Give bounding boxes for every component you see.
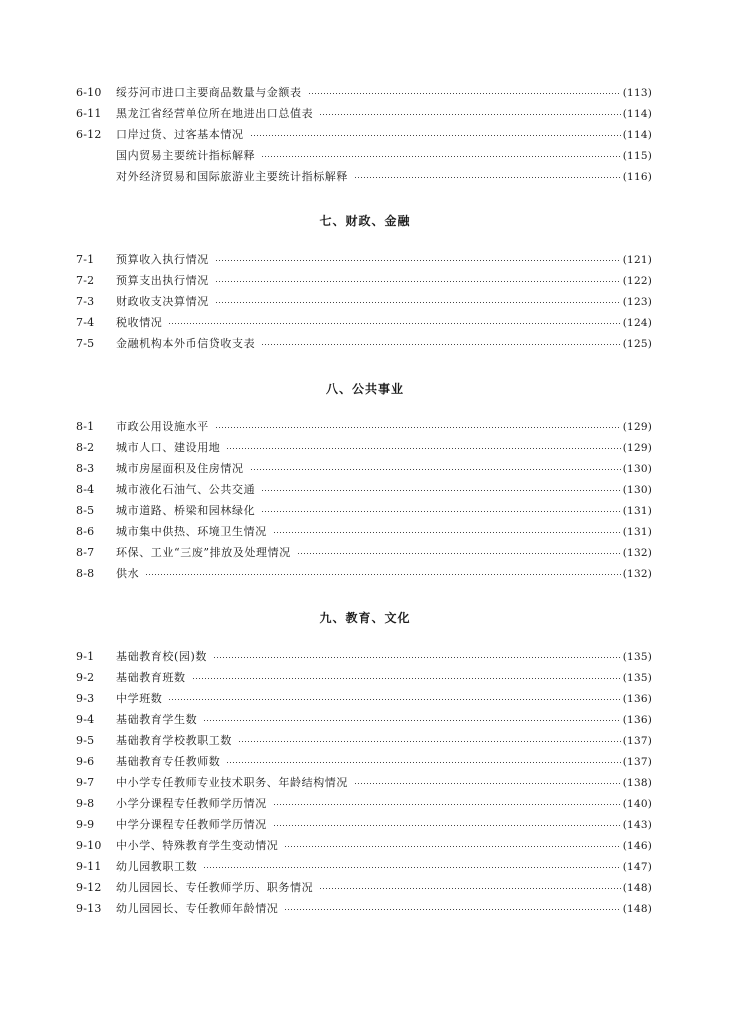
- toc-entry: [76, 438, 652, 458]
- toc-entry: [76, 899, 652, 919]
- entry-title: 中小学专任教师专业技术职务、年龄结构情况: [116, 776, 348, 789]
- entry-number: 8-7: [76, 546, 95, 559]
- entry-number: 8-5: [76, 504, 95, 517]
- dot-leader: [213, 657, 621, 658]
- entry-title: 金融机构本外币信贷收支表: [116, 337, 256, 350]
- entry-page: (137): [622, 756, 652, 768]
- entry-page: (129): [622, 442, 652, 454]
- dot-leader: [261, 156, 621, 157]
- toc-entry: [76, 815, 652, 835]
- dot-leader: [145, 574, 621, 575]
- toc-entry: [76, 794, 652, 814]
- toc-entry: [76, 836, 652, 856]
- entry-page: (114): [622, 129, 652, 141]
- toc-entry: [76, 501, 652, 521]
- dot-leader: [226, 762, 620, 763]
- entry-page: (113): [622, 87, 652, 99]
- entry-number: 9-3: [76, 692, 95, 705]
- entry-number: 7-3: [76, 295, 95, 308]
- entry-title: 幼儿园教职工数: [116, 860, 198, 873]
- toc-entry: [76, 689, 652, 709]
- entry-page: (121): [622, 254, 652, 266]
- toc-entry: [76, 647, 652, 667]
- entry-page: (140): [622, 798, 652, 810]
- toc-entry: [76, 459, 652, 479]
- dot-leader: [354, 177, 621, 178]
- entry-title: 基础教育校(园)数: [116, 650, 207, 663]
- entry-page: (137): [622, 735, 652, 747]
- entry-title: 税收情况: [116, 316, 163, 329]
- toc-entry: [76, 83, 652, 103]
- dot-leader: [168, 699, 620, 700]
- entry-page: (131): [622, 526, 652, 538]
- entry-title: 黑龙江省经营单位所在地进出口总值表: [116, 107, 314, 120]
- entry-title: 基础教育学生数: [116, 713, 198, 726]
- dot-leader: [203, 720, 621, 721]
- entry-title: 口岸过货、过客基本情况: [116, 128, 244, 141]
- dot-leader: [284, 846, 620, 847]
- entry-title: 预算收入执行情况: [116, 253, 209, 266]
- entry-number: 9-11: [76, 860, 102, 873]
- dot-leader: [354, 783, 621, 784]
- entry-number: 9-2: [76, 671, 95, 684]
- entry-page: (143): [622, 819, 652, 831]
- entry-page: (136): [622, 693, 652, 705]
- entry-number: 6-11: [76, 107, 102, 120]
- entry-title: 财政收支决算情况: [116, 295, 209, 308]
- dot-leader: [226, 448, 620, 449]
- entry-page: (130): [622, 463, 652, 475]
- entry-number: 9-9: [76, 818, 95, 831]
- entry-title: 幼儿园园长、专任教师年龄情况: [116, 902, 279, 915]
- entry-title: 城市集中供热、环境卫生情况: [116, 525, 267, 538]
- entry-number: 9-7: [76, 776, 95, 789]
- toc-entry: [76, 334, 652, 354]
- entry-title: 基础教育学校教职工数: [116, 734, 232, 747]
- entry-page: (135): [622, 651, 652, 663]
- dot-leader: [168, 323, 620, 324]
- entry-page: (148): [622, 903, 652, 915]
- entry-title: 环保、工业“三废”排放及处理情况: [116, 546, 291, 559]
- entry-title: 城市液化石油气、公共交通: [116, 483, 256, 496]
- entry-title: 绥芬河市进口主要商品数量与金额表: [116, 86, 302, 99]
- entry-number: 7-4: [76, 316, 95, 329]
- entry-number: 6-10: [76, 86, 102, 99]
- dot-leader: [203, 867, 621, 868]
- toc-entry: [76, 731, 652, 751]
- toc-entry: [76, 668, 652, 688]
- entry-title: 基础教育班数: [116, 671, 186, 684]
- dot-leader: [192, 678, 621, 679]
- dot-leader: [215, 260, 621, 261]
- dot-leader: [319, 114, 621, 115]
- toc-entry: [76, 480, 652, 500]
- dot-leader: [238, 741, 621, 742]
- entry-page: (123): [622, 296, 652, 308]
- entry-page: (114): [622, 108, 652, 120]
- entry-number: 8-2: [76, 441, 95, 454]
- entry-page: (147): [622, 861, 652, 873]
- dot-leader: [261, 490, 621, 491]
- entry-number: 6-12: [76, 128, 102, 141]
- entry-title: 城市人口、建设用地: [116, 441, 221, 454]
- toc-entry: [76, 292, 652, 312]
- entry-number: 9-10: [76, 839, 102, 852]
- toc-entry: [76, 773, 652, 793]
- toc-entry: [76, 104, 652, 124]
- dot-leader: [273, 532, 621, 533]
- section-heading: 八、公共事业: [325, 382, 404, 396]
- entry-number: 7-5: [76, 337, 95, 350]
- dot-leader: [215, 281, 621, 282]
- section-heading: 七、财政、金融: [319, 214, 411, 228]
- entry-number: 9-6: [76, 755, 95, 768]
- entry-title: 国内贸易主要统计指标解释: [116, 149, 256, 162]
- entry-title: 预算支出执行情况: [116, 274, 209, 287]
- entry-number: 9-5: [76, 734, 95, 747]
- entry-page: (124): [622, 317, 652, 329]
- entry-title: 小学分课程专任教师学历情况: [116, 797, 267, 810]
- entry-page: (136): [622, 714, 652, 726]
- entry-page: (130): [622, 484, 652, 496]
- dot-leader: [250, 469, 621, 470]
- dot-leader: [297, 553, 621, 554]
- toc-entry: [76, 564, 652, 584]
- entry-page: (135): [622, 672, 652, 684]
- entry-title: 中学分课程专任教师学历情况: [116, 818, 267, 831]
- toc-entry: [76, 417, 652, 437]
- entry-page: (116): [622, 171, 652, 183]
- entry-number: 9-12: [76, 881, 102, 894]
- entry-page: (132): [622, 568, 652, 580]
- entry-title: 幼儿园园长、专任教师学历、职务情况: [116, 881, 314, 894]
- entry-number: 8-4: [76, 483, 95, 496]
- toc-entry: [76, 125, 652, 145]
- dot-leader: [284, 909, 620, 910]
- toc-entry: [76, 752, 652, 772]
- dot-leader: [250, 135, 621, 136]
- dot-leader: [215, 302, 621, 303]
- entry-title: 中小学、特殊教育学生变动情况: [116, 839, 279, 852]
- entry-page: (148): [622, 882, 652, 894]
- toc-entry: [76, 543, 652, 563]
- entry-title: 供水: [116, 567, 140, 580]
- entry-page: (131): [622, 505, 652, 517]
- toc-entry: [76, 313, 652, 333]
- entry-page: (138): [622, 777, 652, 789]
- entry-number: 9-1: [76, 650, 95, 663]
- entry-title: 市政公用设施水平: [116, 420, 209, 433]
- toc-entry: [76, 857, 652, 877]
- entry-title: 对外经济贸易和国际旅游业主要统计指标解释: [116, 170, 348, 183]
- entry-number: 8-1: [76, 420, 95, 433]
- entry-number: 8-3: [76, 462, 95, 475]
- entry-number: 9-8: [76, 797, 95, 810]
- dot-leader: [319, 888, 621, 889]
- entry-page: (146): [622, 840, 652, 852]
- entry-number: 7-2: [76, 274, 95, 287]
- dot-leader: [261, 511, 621, 512]
- entry-number: 7-1: [76, 253, 95, 266]
- toc-entry: [76, 878, 652, 898]
- toc-entry: [76, 167, 652, 187]
- entry-page: (125): [622, 338, 652, 350]
- entry-title: 城市道路、桥梁和园林绿化: [116, 504, 256, 517]
- section-heading: 九、教育、文化: [319, 611, 411, 625]
- dot-leader: [273, 825, 621, 826]
- entry-page: (122): [622, 275, 652, 287]
- entry-number: 8-8: [76, 567, 95, 580]
- toc-entry: [76, 250, 652, 270]
- entry-number: 9-4: [76, 713, 95, 726]
- entry-page: (132): [622, 547, 652, 559]
- entry-number: 9-13: [76, 902, 102, 915]
- entry-number: 8-6: [76, 525, 95, 538]
- entry-page: (129): [622, 421, 652, 433]
- dot-leader: [261, 344, 621, 345]
- entry-title: 中学班数: [116, 692, 163, 705]
- dot-leader: [308, 93, 621, 94]
- toc-entry: [76, 271, 652, 291]
- dot-leader: [215, 427, 621, 428]
- toc-entry: [76, 522, 652, 542]
- entry-title: 基础教育专任教师数: [116, 755, 221, 768]
- toc-entry: [76, 146, 652, 166]
- toc-entry: [76, 710, 652, 730]
- entry-page: (115): [622, 150, 652, 162]
- dot-leader: [273, 804, 621, 805]
- entry-title: 城市房屋面积及住房情况: [116, 462, 244, 475]
